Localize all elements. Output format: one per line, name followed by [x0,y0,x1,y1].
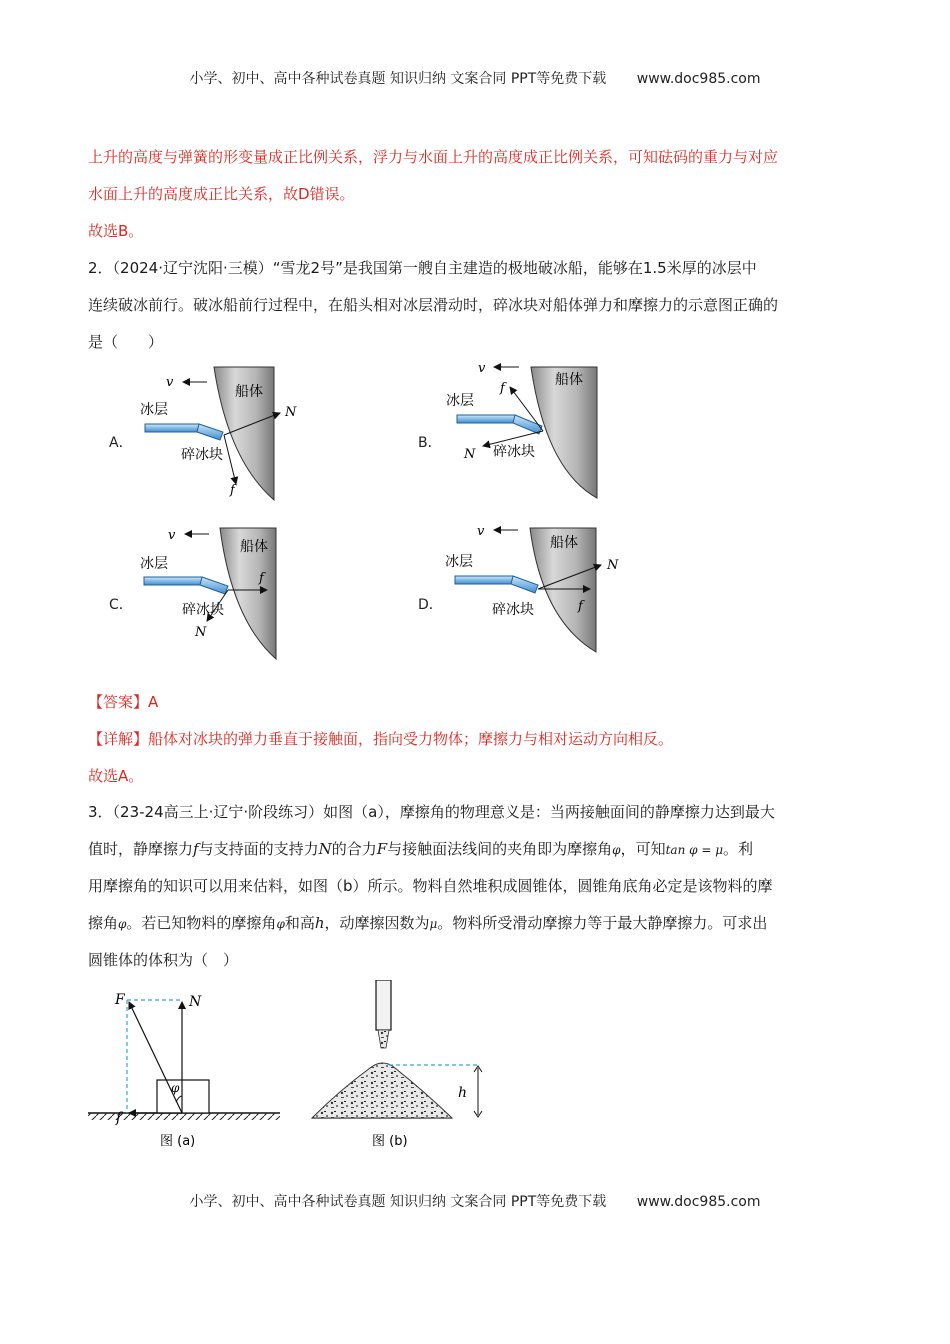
prev-choice: 故选B。 [88,222,144,240]
prev-explanation-line-2: 水面上升的高度成正比关系，故D错误。 [88,185,355,203]
q3-stem-line-1: 3．（23-24高三上·辽宁·阶段练习）如图（a），摩擦角的物理意义是：当两接触面间的静摩擦力达到最大 [88,803,775,821]
material-cone [312,1063,452,1118]
hull-label: 船体 [555,372,583,388]
q2-stem-line-3: 是（ ） [88,333,164,351]
friction-label: f [116,1110,122,1126]
debris-label: 碎冰块 [181,447,223,463]
caption-b: 图 (b) [372,1134,408,1149]
hull-label: 船体 [240,539,268,555]
q2-stem-line-2: 连续破冰前行。破冰船前行过程中，在船头相对冰层滑动时，碎冰块对船体弹力和摩擦力的示意图正确的 [88,296,779,314]
figure-b [312,980,482,1149]
header-text: 小学、初中、高中各种试卷真题 知识归纳 文案合同 PPT等免费下载 [189,71,607,87]
ice-debris [200,577,228,594]
q2-detail: 【详解】船体对冰块的弹力垂直于接触面，指向受力物体；摩擦力与相对运动方向相反。 [88,730,674,748]
footer-url[interactable]: www.doc985.com [636,1194,761,1210]
normal-force-label: N [195,625,207,640]
normal-force-label: N [607,558,619,573]
ice-layer-label: 冰层 [446,393,474,409]
resultant-arrow [129,1002,182,1113]
normal-force-label: N [285,405,297,420]
friction-label: f [259,571,264,586]
height-label: h [458,1085,468,1101]
falling-material [378,1030,389,1048]
ice-layer-label: 冰层 [445,554,473,570]
debris-label: 碎冰块 [182,602,224,618]
velocity-label: v [166,375,174,390]
option-a-diagram[interactable] [140,367,297,500]
normal-label: N [189,994,202,1010]
prev-explanation-line-1: 上升的高度与弹簧的形变量成正比例关系，浮力与水面上升的高度成正比例关系，可知砝码的重力与对应 [88,148,779,166]
velocity-label: v [168,528,176,543]
option-a-label: A． [109,435,133,451]
page-footer [0,1191,950,1211]
q2-choice: 故选A。 [88,767,144,785]
ice-layer [457,415,515,423]
resultant-label: F [115,992,125,1008]
q2-answer: 【答案】A [88,693,159,711]
ice-layer-label: 冰层 [140,402,168,418]
debris-label: 碎冰块 [492,602,534,618]
option-b-diagram[interactable] [446,361,597,498]
q3-stem-line-4: 擦角φ。若已知物料的摩擦角φ和高h，动摩擦因数为μ。物料所受滑动摩擦力等于最大静摩擦力。可求出 [88,914,768,932]
header-url[interactable]: www.doc985.com [636,71,761,87]
ice-layer [145,424,199,432]
q3-stem-line-2: 值时，静摩擦力f与支持面的支持力N的合力F与接触面法线间的夹角即为摩擦角φ，可知tan φ = μ。利 [88,840,754,858]
velocity-label: v [477,524,485,539]
ice-debris [511,576,538,593]
debris-label: 碎冰块 [493,444,535,460]
footer-text: 小学、初中、高中各种试卷真题 知识归纳 文案合同 PPT等免费下载 [189,1194,607,1210]
friction-label: f [230,483,235,498]
option-b-label: B． [418,435,442,451]
q3-stem-line-5: 圆锥体的体积为（ ） [88,951,239,969]
option-d-label: D． [418,597,443,613]
q3-figures [0,980,950,1150]
ice-layer [144,577,202,585]
hull-label: 船体 [550,535,578,551]
velocity-label: v [478,361,486,376]
ice-debris [197,424,223,440]
chute [376,980,391,1030]
option-c-diagram[interactable] [140,528,276,659]
option-c-label: C． [109,597,133,613]
ice-layer-label: 冰层 [140,556,168,572]
angle-label: φ [171,1081,180,1095]
q2-stem-line-1: 2．（2024·辽宁沈阳·三模）“雪龙2号”是我国第一艘自主建造的极地破冰船，能够在1.5米厚的冰层中 [88,259,757,277]
hull-label: 船体 [235,384,263,400]
ice-layer [455,576,513,584]
figure-a [88,992,280,1149]
caption-a: 图 (a) [160,1134,196,1149]
friction-label: f [500,381,505,396]
q3-stem-line-3: 用摩擦角的知识可以用来估料，如图（b）所示。物料自然堆积成圆锥体，圆锥角底角必定是该物料的摩 [88,877,773,895]
normal-force-label: N [464,447,476,462]
block [157,1080,209,1113]
friction-label: f [578,599,583,614]
option-d-diagram[interactable] [445,524,619,652]
